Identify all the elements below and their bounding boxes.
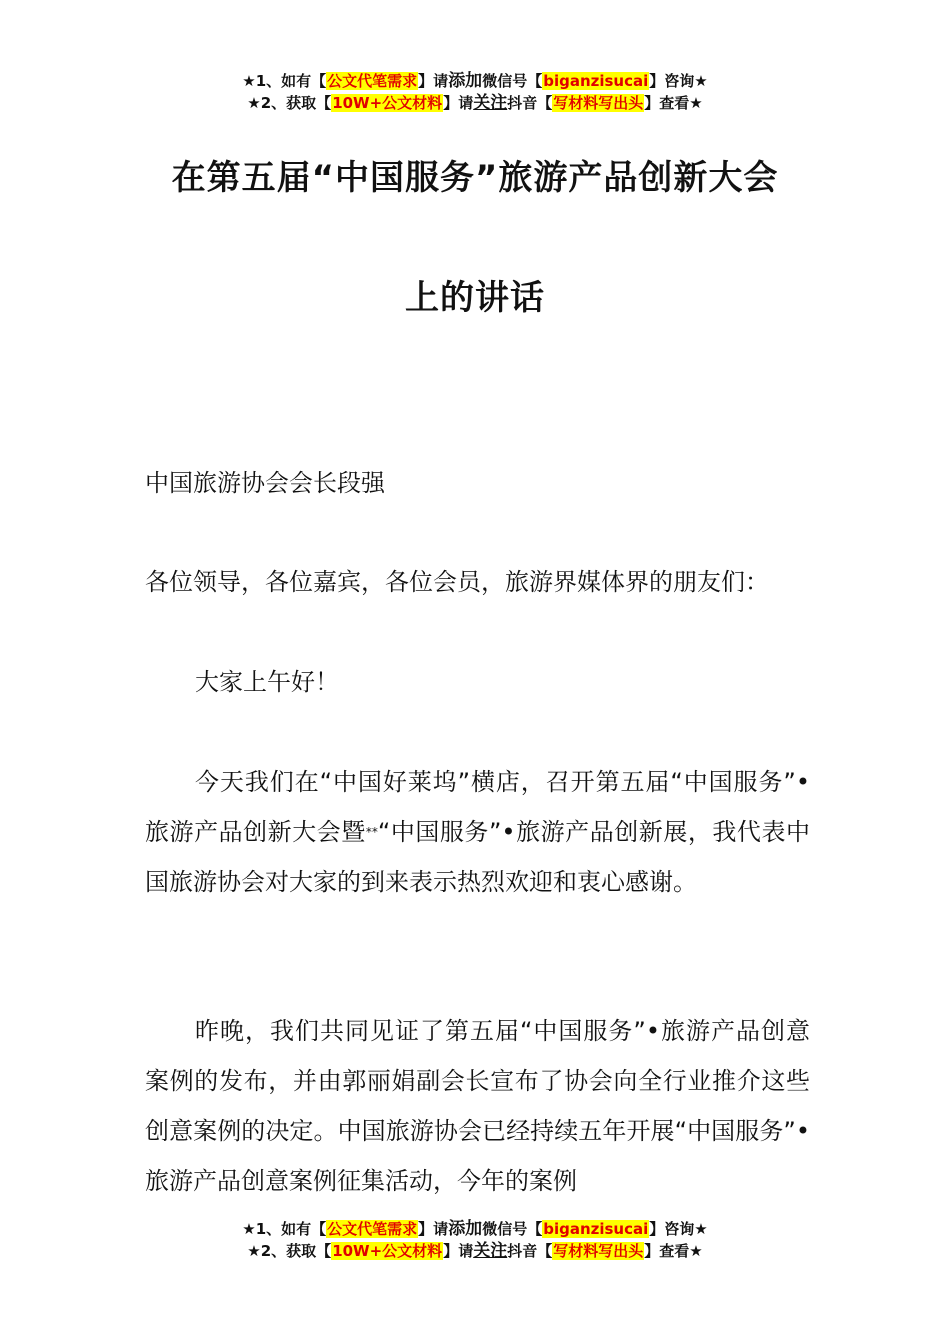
paragraph-1 xyxy=(145,757,810,907)
promo-highlight: 公文代笔需求 xyxy=(327,72,418,90)
promo-text: 】查看★ xyxy=(644,94,703,112)
promo-text: 抖音【 xyxy=(507,1242,553,1260)
promo-emphasis: 添加 xyxy=(448,1219,483,1239)
promo-highlight: 写材料写出头 xyxy=(553,1242,644,1260)
promo-highlight: 写材料写出头 xyxy=(553,94,644,112)
document-title-line-1: 在第五届“中国服务”旅游产品创新大会 xyxy=(171,158,779,198)
promo-text: 微信号【 xyxy=(482,72,543,90)
author-line: 中国旅游协会会长段强 xyxy=(145,469,385,497)
promo-highlight: biganzisucai xyxy=(543,72,649,90)
promo-text: 】请 xyxy=(418,1220,449,1238)
paragraph-1-text-a: 今天我们在“中国好莱坞”横店，召开第五届“中国服务”•旅游产品创新大会暨 xyxy=(145,768,810,846)
promo-text: ★2、获取【 xyxy=(247,94,332,112)
document-title-line-2: 上的讲话 xyxy=(405,278,545,318)
promo-emphasis: 关注 xyxy=(473,93,508,113)
promo-highlight: 10W+公文材料 xyxy=(332,1242,443,1260)
promo-text: 】请 xyxy=(443,1242,474,1260)
promo-banner-top xyxy=(0,70,950,114)
promo-emphasis: 添加 xyxy=(448,71,483,91)
promo-text: 】咨询★ xyxy=(649,72,708,90)
promo-text: ★1、如有【 xyxy=(242,72,327,90)
promo-banner-bottom xyxy=(0,1218,950,1262)
promo-line-2 xyxy=(0,1240,950,1262)
promo-highlight: 10W+公文材料 xyxy=(332,94,443,112)
promo-line-1 xyxy=(0,1218,950,1240)
greeting: 大家上午好！ xyxy=(195,668,339,696)
paragraph-1-mark: ** xyxy=(365,825,378,839)
promo-highlight: 公文代笔需求 xyxy=(327,1220,418,1238)
promo-line-2 xyxy=(0,92,950,114)
promo-text: ★1、如有【 xyxy=(242,1220,327,1238)
salutation: 各位领导，各位嘉宾，各位会员，旅游界媒体界的朋友们： xyxy=(145,568,769,596)
promo-text: 】查看★ xyxy=(644,1242,703,1260)
promo-line-1 xyxy=(0,70,950,92)
promo-text: 】请 xyxy=(443,94,474,112)
promo-text: 抖音【 xyxy=(507,94,553,112)
paragraph-1-text-b: “中国服务”•旅游产品创新展，我代表中国旅游协会对大家的到来表示热烈欢迎和衷心感谢。 xyxy=(145,818,810,896)
promo-text: 】请 xyxy=(418,72,449,90)
promo-text: ★2、获取【 xyxy=(247,1242,332,1260)
promo-highlight: biganzisucai xyxy=(543,1220,649,1238)
promo-emphasis: 关注 xyxy=(473,1241,508,1261)
paragraph-2: 昨晚，我们共同见证了第五届“中国服务”•旅游产品创意案例的发布，并由郭丽娟副会长宣布了协会向全行业推介这些创意案例的决定。中国旅游协会已经持续五年开展“中国服务”•旅游产品创意案例征集活动，今年的案例 xyxy=(145,1017,810,1195)
promo-text: 】咨询★ xyxy=(649,1220,708,1238)
promo-text: 微信号【 xyxy=(482,1220,543,1238)
